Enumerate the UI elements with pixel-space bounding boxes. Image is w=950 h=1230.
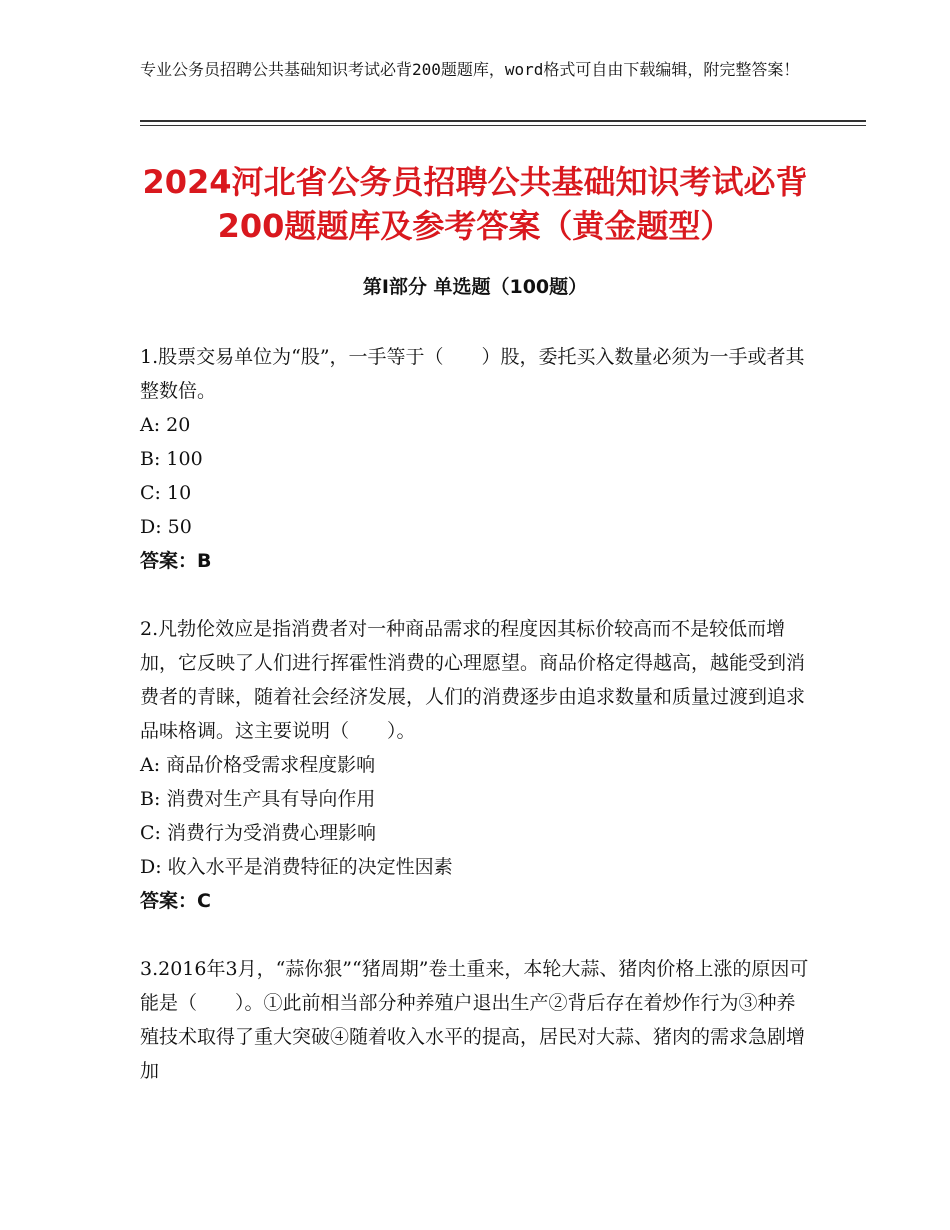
header-divider-thin [140,125,866,126]
document-title: 2024河北省公务员招聘公共基础知识考试必背200题题库及参考答案（黄金题型） [142,163,808,245]
question-1 [140,340,812,578]
option-b: B: 100 [140,448,203,470]
question-3 [140,952,812,1088]
option-a: A: 商品价格受需求程度影响 [140,754,376,776]
option-d: D: 收入水平是消费特征的决定性因素 [140,856,453,878]
option-c: C: 10 [140,482,192,504]
question-2 [140,612,812,918]
answer-line: 答案：C [140,890,211,912]
question-stem: 2.凡勃伦效应是指消费者对一种商品需求的程度因其标价较高而不是较低而增加，它反映了人们进行挥霍性消费的心理愿望。商品价格定得越高，越能受到消费者的青睐，随着社会经济发展，人们的消费逐步由追求数量和质量过渡到追求品味格调。这主要说明（ ）。 [140,618,806,742]
answer-line: 答案：B [140,550,212,572]
option-b: B: 消费对生产具有导向作用 [140,788,376,810]
header-note: 专业公务员招聘公共基础知识考试必背200题题库，word格式可自由下载编辑，附完整答案！ [140,60,800,79]
section-title: 第Ⅰ部分 单选题（100题） [362,276,588,298]
option-a: A: 20 [140,414,191,436]
question-stem: 1.股票交易单位为“股”，一手等于（ ）股，委托买入数量必须为一手或者其整数倍。 [140,346,805,402]
header-divider-thick [140,120,866,122]
question-stem: 3.2016年3月，“蒜你狠”“猪周期”卷土重来，本轮大蒜、猪肉价格上涨的原因可能是（ ）。①此前相当部分种养殖户退出生产②背后存在着炒作行为③种养殖技术取得了重大突破④随着收入水平的提高，居民对大蒜、猪肉的需求急剧增加 [140,958,809,1082]
option-c: C: 消费行为受消费心理影响 [140,822,376,844]
option-d: D: 50 [140,516,192,538]
question-list [140,340,812,1122]
